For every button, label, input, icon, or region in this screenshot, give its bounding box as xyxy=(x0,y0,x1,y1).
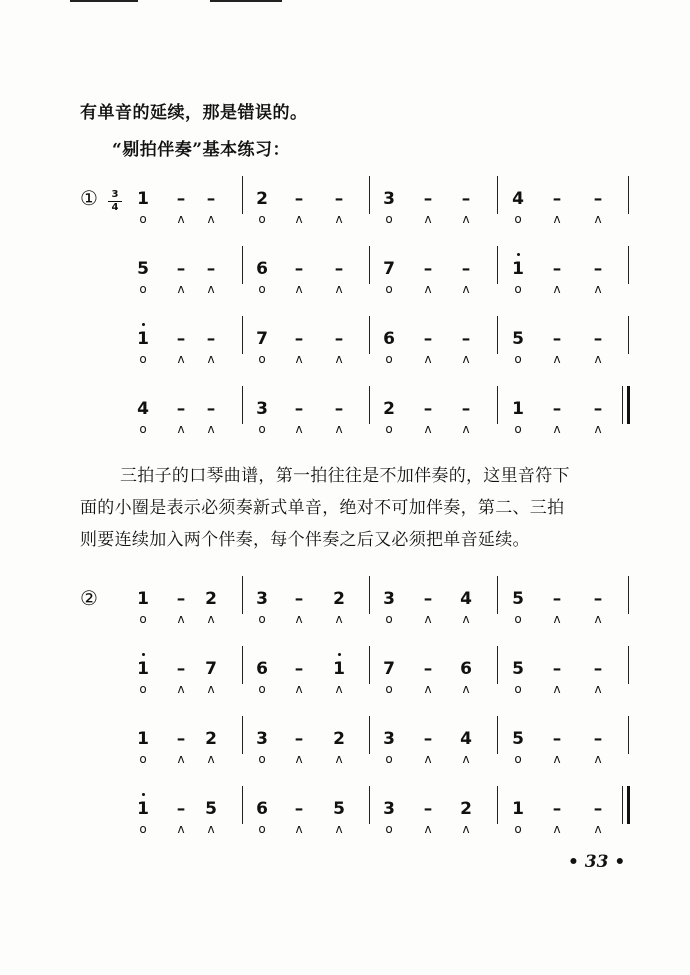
accompaniment-mark: ʌ xyxy=(295,352,303,366)
barline xyxy=(628,246,629,284)
notation-row xyxy=(0,328,690,384)
accompaniment-mark: ʌ xyxy=(335,752,343,766)
note: 2 xyxy=(333,729,345,749)
sustain-dash: – xyxy=(176,329,186,349)
single-tone-mark: o xyxy=(258,282,266,296)
note: 5 xyxy=(137,259,149,279)
barline xyxy=(242,716,243,754)
barline xyxy=(497,716,498,754)
time-sig-bottom: 4 xyxy=(111,202,119,213)
top-rule xyxy=(210,0,282,2)
accompaniment-mark: ʌ xyxy=(207,212,215,226)
sustain-dash: – xyxy=(206,259,216,279)
accompaniment-mark: ʌ xyxy=(295,212,303,226)
accompaniment-mark: ʌ xyxy=(424,612,432,626)
accompaniment-mark: ʌ xyxy=(295,822,303,836)
accompaniment-mark: ʌ xyxy=(462,612,470,626)
note: 6 xyxy=(256,659,268,679)
barline xyxy=(242,386,243,424)
sustain-dash: – xyxy=(593,729,603,749)
accompaniment-mark: ʌ xyxy=(462,682,470,696)
note: 7 xyxy=(383,659,395,679)
accompaniment-mark: ʌ xyxy=(553,682,561,696)
note: 1 xyxy=(137,729,149,749)
note: 1 xyxy=(512,799,524,819)
note: 4 xyxy=(137,399,149,419)
barline xyxy=(242,176,243,214)
notation-row xyxy=(0,588,690,644)
sustain-dash: – xyxy=(593,399,603,419)
top-rule xyxy=(70,0,138,2)
barline xyxy=(497,176,498,214)
note: 7 xyxy=(205,659,217,679)
single-tone-mark: o xyxy=(514,352,522,366)
accompaniment-mark: ʌ xyxy=(462,352,470,366)
note: 2 xyxy=(205,589,217,609)
barline xyxy=(369,386,370,424)
accompaniment-mark: ʌ xyxy=(335,682,343,696)
accompaniment-mark: ʌ xyxy=(424,352,432,366)
accompaniment-mark: ʌ xyxy=(424,682,432,696)
accompaniment-mark: ʌ xyxy=(462,282,470,296)
octave-dot xyxy=(142,653,145,656)
accompaniment-mark: ʌ xyxy=(594,752,602,766)
note: 1 xyxy=(137,189,149,209)
accompaniment-mark: ʌ xyxy=(462,752,470,766)
sustain-dash: – xyxy=(593,189,603,209)
sustain-dash: – xyxy=(176,729,186,749)
single-tone-mark: o xyxy=(385,422,393,436)
sustain-dash: – xyxy=(593,589,603,609)
sustain-dash: – xyxy=(423,729,433,749)
sustain-dash: – xyxy=(294,259,304,279)
sustain-dash: – xyxy=(206,329,216,349)
note: 2 xyxy=(383,399,395,419)
sustain-dash: – xyxy=(552,799,562,819)
accompaniment-mark: ʌ xyxy=(177,282,185,296)
note: 2 xyxy=(333,589,345,609)
sustain-dash: – xyxy=(334,259,344,279)
octave-dot xyxy=(338,653,341,656)
sustain-dash: – xyxy=(552,589,562,609)
sustain-dash: – xyxy=(423,329,433,349)
sustain-dash: – xyxy=(176,589,186,609)
accompaniment-mark: ʌ xyxy=(295,752,303,766)
sustain-dash: – xyxy=(552,259,562,279)
note: 3 xyxy=(256,729,268,749)
accompaniment-mark: ʌ xyxy=(177,752,185,766)
single-tone-mark: o xyxy=(385,282,393,296)
high-note: 1 xyxy=(133,328,153,350)
accompaniment-mark: ʌ xyxy=(207,752,215,766)
para-line: 三拍子的口琴曲谱，第一拍往往是不加伴奏的，这里音符下 xyxy=(120,466,570,486)
barline xyxy=(242,246,243,284)
note: 3 xyxy=(383,189,395,209)
barline xyxy=(369,716,370,754)
barline xyxy=(369,786,370,824)
accompaniment-mark: ʌ xyxy=(594,612,602,626)
barline xyxy=(628,716,629,754)
accompaniment-mark: ʌ xyxy=(295,682,303,696)
sustain-dash: – xyxy=(593,659,603,679)
accompaniment-mark: ʌ xyxy=(335,822,343,836)
sustain-dash: – xyxy=(423,399,433,419)
sustain-dash: – xyxy=(294,729,304,749)
barline xyxy=(497,246,498,284)
sustain-dash: – xyxy=(552,729,562,749)
barline xyxy=(369,176,370,214)
single-tone-mark: o xyxy=(514,422,522,436)
single-tone-mark: o xyxy=(258,422,266,436)
note: 6 xyxy=(383,329,395,349)
intro-line: 有单音的延续，那是错误的。 xyxy=(80,103,308,123)
single-tone-mark: o xyxy=(139,752,147,766)
barline xyxy=(242,316,243,354)
note: 5 xyxy=(512,329,524,349)
exercise-heading: “剔拍伴奏”基本练习： xyxy=(112,140,291,160)
sustain-dash: – xyxy=(176,799,186,819)
accompaniment-mark: ʌ xyxy=(462,422,470,436)
accompaniment-mark: ʌ xyxy=(553,282,561,296)
sustain-dash: – xyxy=(423,799,433,819)
single-tone-mark: o xyxy=(139,352,147,366)
single-tone-mark: o xyxy=(514,612,522,626)
note: 7 xyxy=(256,329,268,349)
sustain-dash: – xyxy=(176,189,186,209)
accompaniment-mark: ʌ xyxy=(424,752,432,766)
accompaniment-mark: ʌ xyxy=(177,822,185,836)
accompaniment-mark: ʌ xyxy=(207,822,215,836)
note: 5 xyxy=(205,799,217,819)
note: 2 xyxy=(205,729,217,749)
single-tone-mark: o xyxy=(258,612,266,626)
sustain-dash: – xyxy=(423,589,433,609)
note: 5 xyxy=(512,659,524,679)
sustain-dash: – xyxy=(176,399,186,419)
sustain-dash: – xyxy=(593,799,603,819)
accompaniment-mark: ʌ xyxy=(553,422,561,436)
barline xyxy=(369,576,370,614)
single-tone-mark: o xyxy=(139,282,147,296)
barline xyxy=(628,646,629,684)
barline xyxy=(497,786,498,824)
note: 1 xyxy=(137,589,149,609)
sustain-dash: – xyxy=(294,799,304,819)
accompaniment-mark: ʌ xyxy=(177,682,185,696)
accompaniment-mark: ʌ xyxy=(177,422,185,436)
single-tone-mark: o xyxy=(139,612,147,626)
barline xyxy=(497,316,498,354)
note: 5 xyxy=(512,589,524,609)
single-tone-mark: o xyxy=(258,352,266,366)
notation-row xyxy=(0,658,690,714)
single-tone-mark: o xyxy=(139,682,147,696)
accompaniment-mark: ʌ xyxy=(295,422,303,436)
final-barline xyxy=(627,386,630,424)
notation-row xyxy=(0,798,690,854)
sustain-dash: – xyxy=(593,329,603,349)
single-tone-mark: o xyxy=(385,212,393,226)
barline xyxy=(242,646,243,684)
accompaniment-mark: ʌ xyxy=(177,212,185,226)
accompaniment-mark: ʌ xyxy=(594,212,602,226)
accompaniment-mark: ʌ xyxy=(335,282,343,296)
accompaniment-mark: ʌ xyxy=(295,282,303,296)
sustain-dash: – xyxy=(552,399,562,419)
sustain-dash: – xyxy=(593,259,603,279)
para-line: 面的小圈是表示必须奏新式单音，绝对不可加伴奏，第二、三拍 xyxy=(80,498,565,518)
note: 3 xyxy=(256,589,268,609)
notation-row xyxy=(0,188,690,244)
single-tone-mark: o xyxy=(514,682,522,696)
single-tone-mark: o xyxy=(514,822,522,836)
sustain-dash: – xyxy=(423,259,433,279)
accompaniment-mark: ʌ xyxy=(335,352,343,366)
barline xyxy=(242,786,243,824)
sustain-dash: – xyxy=(334,399,344,419)
note: 3 xyxy=(383,729,395,749)
barline xyxy=(628,316,629,354)
final-barline xyxy=(627,786,630,824)
sustain-dash: – xyxy=(294,329,304,349)
barline xyxy=(497,576,498,614)
single-tone-mark: o xyxy=(514,212,522,226)
accompaniment-mark: ʌ xyxy=(207,282,215,296)
single-tone-mark: o xyxy=(258,822,266,836)
note: 5 xyxy=(333,799,345,819)
accompaniment-mark: ʌ xyxy=(594,822,602,836)
page-number: • 33 • xyxy=(568,852,626,872)
accompaniment-mark: ʌ xyxy=(207,682,215,696)
accompaniment-mark: ʌ xyxy=(553,822,561,836)
high-note: 1 xyxy=(133,798,153,820)
note: 2 xyxy=(256,189,268,209)
accompaniment-mark: ʌ xyxy=(594,282,602,296)
explanation-paragraph xyxy=(80,460,640,556)
octave-dot xyxy=(142,793,145,796)
sustain-dash: – xyxy=(334,189,344,209)
accompaniment-mark: ʌ xyxy=(594,422,602,436)
note: 2 xyxy=(460,799,472,819)
notation-row xyxy=(0,398,690,454)
single-tone-mark: o xyxy=(258,752,266,766)
sustain-dash: – xyxy=(552,659,562,679)
sustain-dash: – xyxy=(461,329,471,349)
single-tone-mark: o xyxy=(258,682,266,696)
sustain-dash: – xyxy=(176,659,186,679)
sustain-dash: – xyxy=(552,329,562,349)
sustain-dash: – xyxy=(294,399,304,419)
accompaniment-mark: ʌ xyxy=(295,612,303,626)
high-note: 1 xyxy=(329,658,349,680)
sustain-dash: – xyxy=(552,189,562,209)
sustain-dash: – xyxy=(423,189,433,209)
single-tone-mark: o xyxy=(139,212,147,226)
barline xyxy=(369,646,370,684)
high-note: 1 xyxy=(133,658,153,680)
barline xyxy=(369,316,370,354)
accompaniment-mark: ʌ xyxy=(553,212,561,226)
note: 4 xyxy=(460,589,472,609)
exercise-label: ② xyxy=(80,586,98,610)
accompaniment-mark: ʌ xyxy=(594,352,602,366)
single-tone-mark: o xyxy=(514,752,522,766)
note: 4 xyxy=(460,729,472,749)
barline xyxy=(242,576,243,614)
single-tone-mark: o xyxy=(139,822,147,836)
accompaniment-mark: ʌ xyxy=(462,822,470,836)
barline xyxy=(497,646,498,684)
note: 6 xyxy=(256,259,268,279)
note: 5 xyxy=(512,729,524,749)
barline xyxy=(497,386,498,424)
sustain-dash: – xyxy=(461,399,471,419)
note: 3 xyxy=(256,399,268,419)
accompaniment-mark: ʌ xyxy=(424,822,432,836)
note: 1 xyxy=(512,399,524,419)
single-tone-mark: o xyxy=(385,352,393,366)
note: 3 xyxy=(383,589,395,609)
octave-dot xyxy=(142,323,145,326)
accompaniment-mark: ʌ xyxy=(553,752,561,766)
barline xyxy=(628,176,629,214)
exercise-label: ① xyxy=(80,186,98,210)
single-tone-mark: o xyxy=(139,422,147,436)
accompaniment-mark: ʌ xyxy=(424,212,432,226)
notation-row xyxy=(0,258,690,314)
single-tone-mark: o xyxy=(385,612,393,626)
note: 7 xyxy=(383,259,395,279)
single-tone-mark: o xyxy=(385,822,393,836)
barline xyxy=(369,246,370,284)
sustain-dash: – xyxy=(176,259,186,279)
accompaniment-mark: ʌ xyxy=(553,352,561,366)
accompaniment-mark: ʌ xyxy=(462,212,470,226)
accompaniment-mark: ʌ xyxy=(207,352,215,366)
sustain-dash: – xyxy=(461,189,471,209)
accompaniment-mark: ʌ xyxy=(424,282,432,296)
sustain-dash: – xyxy=(294,189,304,209)
accompaniment-mark: ʌ xyxy=(553,612,561,626)
accompaniment-mark: ʌ xyxy=(424,422,432,436)
accompaniment-mark: ʌ xyxy=(335,612,343,626)
accompaniment-mark: ʌ xyxy=(335,212,343,226)
sustain-dash: – xyxy=(294,659,304,679)
para-line: 则要连续加入两个伴奏，每个伴奏之后又必须把单音延续。 xyxy=(80,530,530,550)
single-tone-mark: o xyxy=(258,212,266,226)
single-tone-mark: o xyxy=(514,282,522,296)
octave-dot xyxy=(517,253,520,256)
accompaniment-mark: ʌ xyxy=(177,352,185,366)
time-sig-top: 3 xyxy=(111,189,119,200)
note: 4 xyxy=(512,189,524,209)
sustain-dash: – xyxy=(334,329,344,349)
barline xyxy=(628,576,629,614)
notation-row xyxy=(0,728,690,784)
sustain-dash: – xyxy=(294,589,304,609)
single-tone-mark: o xyxy=(385,682,393,696)
note: 6 xyxy=(256,799,268,819)
sustain-dash: – xyxy=(206,399,216,419)
single-tone-mark: o xyxy=(385,752,393,766)
sustain-dash: – xyxy=(461,259,471,279)
note: 3 xyxy=(383,799,395,819)
sustain-dash: – xyxy=(206,189,216,209)
sustain-dash: – xyxy=(423,659,433,679)
accompaniment-mark: ʌ xyxy=(335,422,343,436)
high-note: 1 xyxy=(508,258,528,280)
accompaniment-mark: ʌ xyxy=(207,612,215,626)
accompaniment-mark: ʌ xyxy=(177,612,185,626)
accompaniment-mark: ʌ xyxy=(207,422,215,436)
accompaniment-mark: ʌ xyxy=(594,682,602,696)
note: 6 xyxy=(460,659,472,679)
